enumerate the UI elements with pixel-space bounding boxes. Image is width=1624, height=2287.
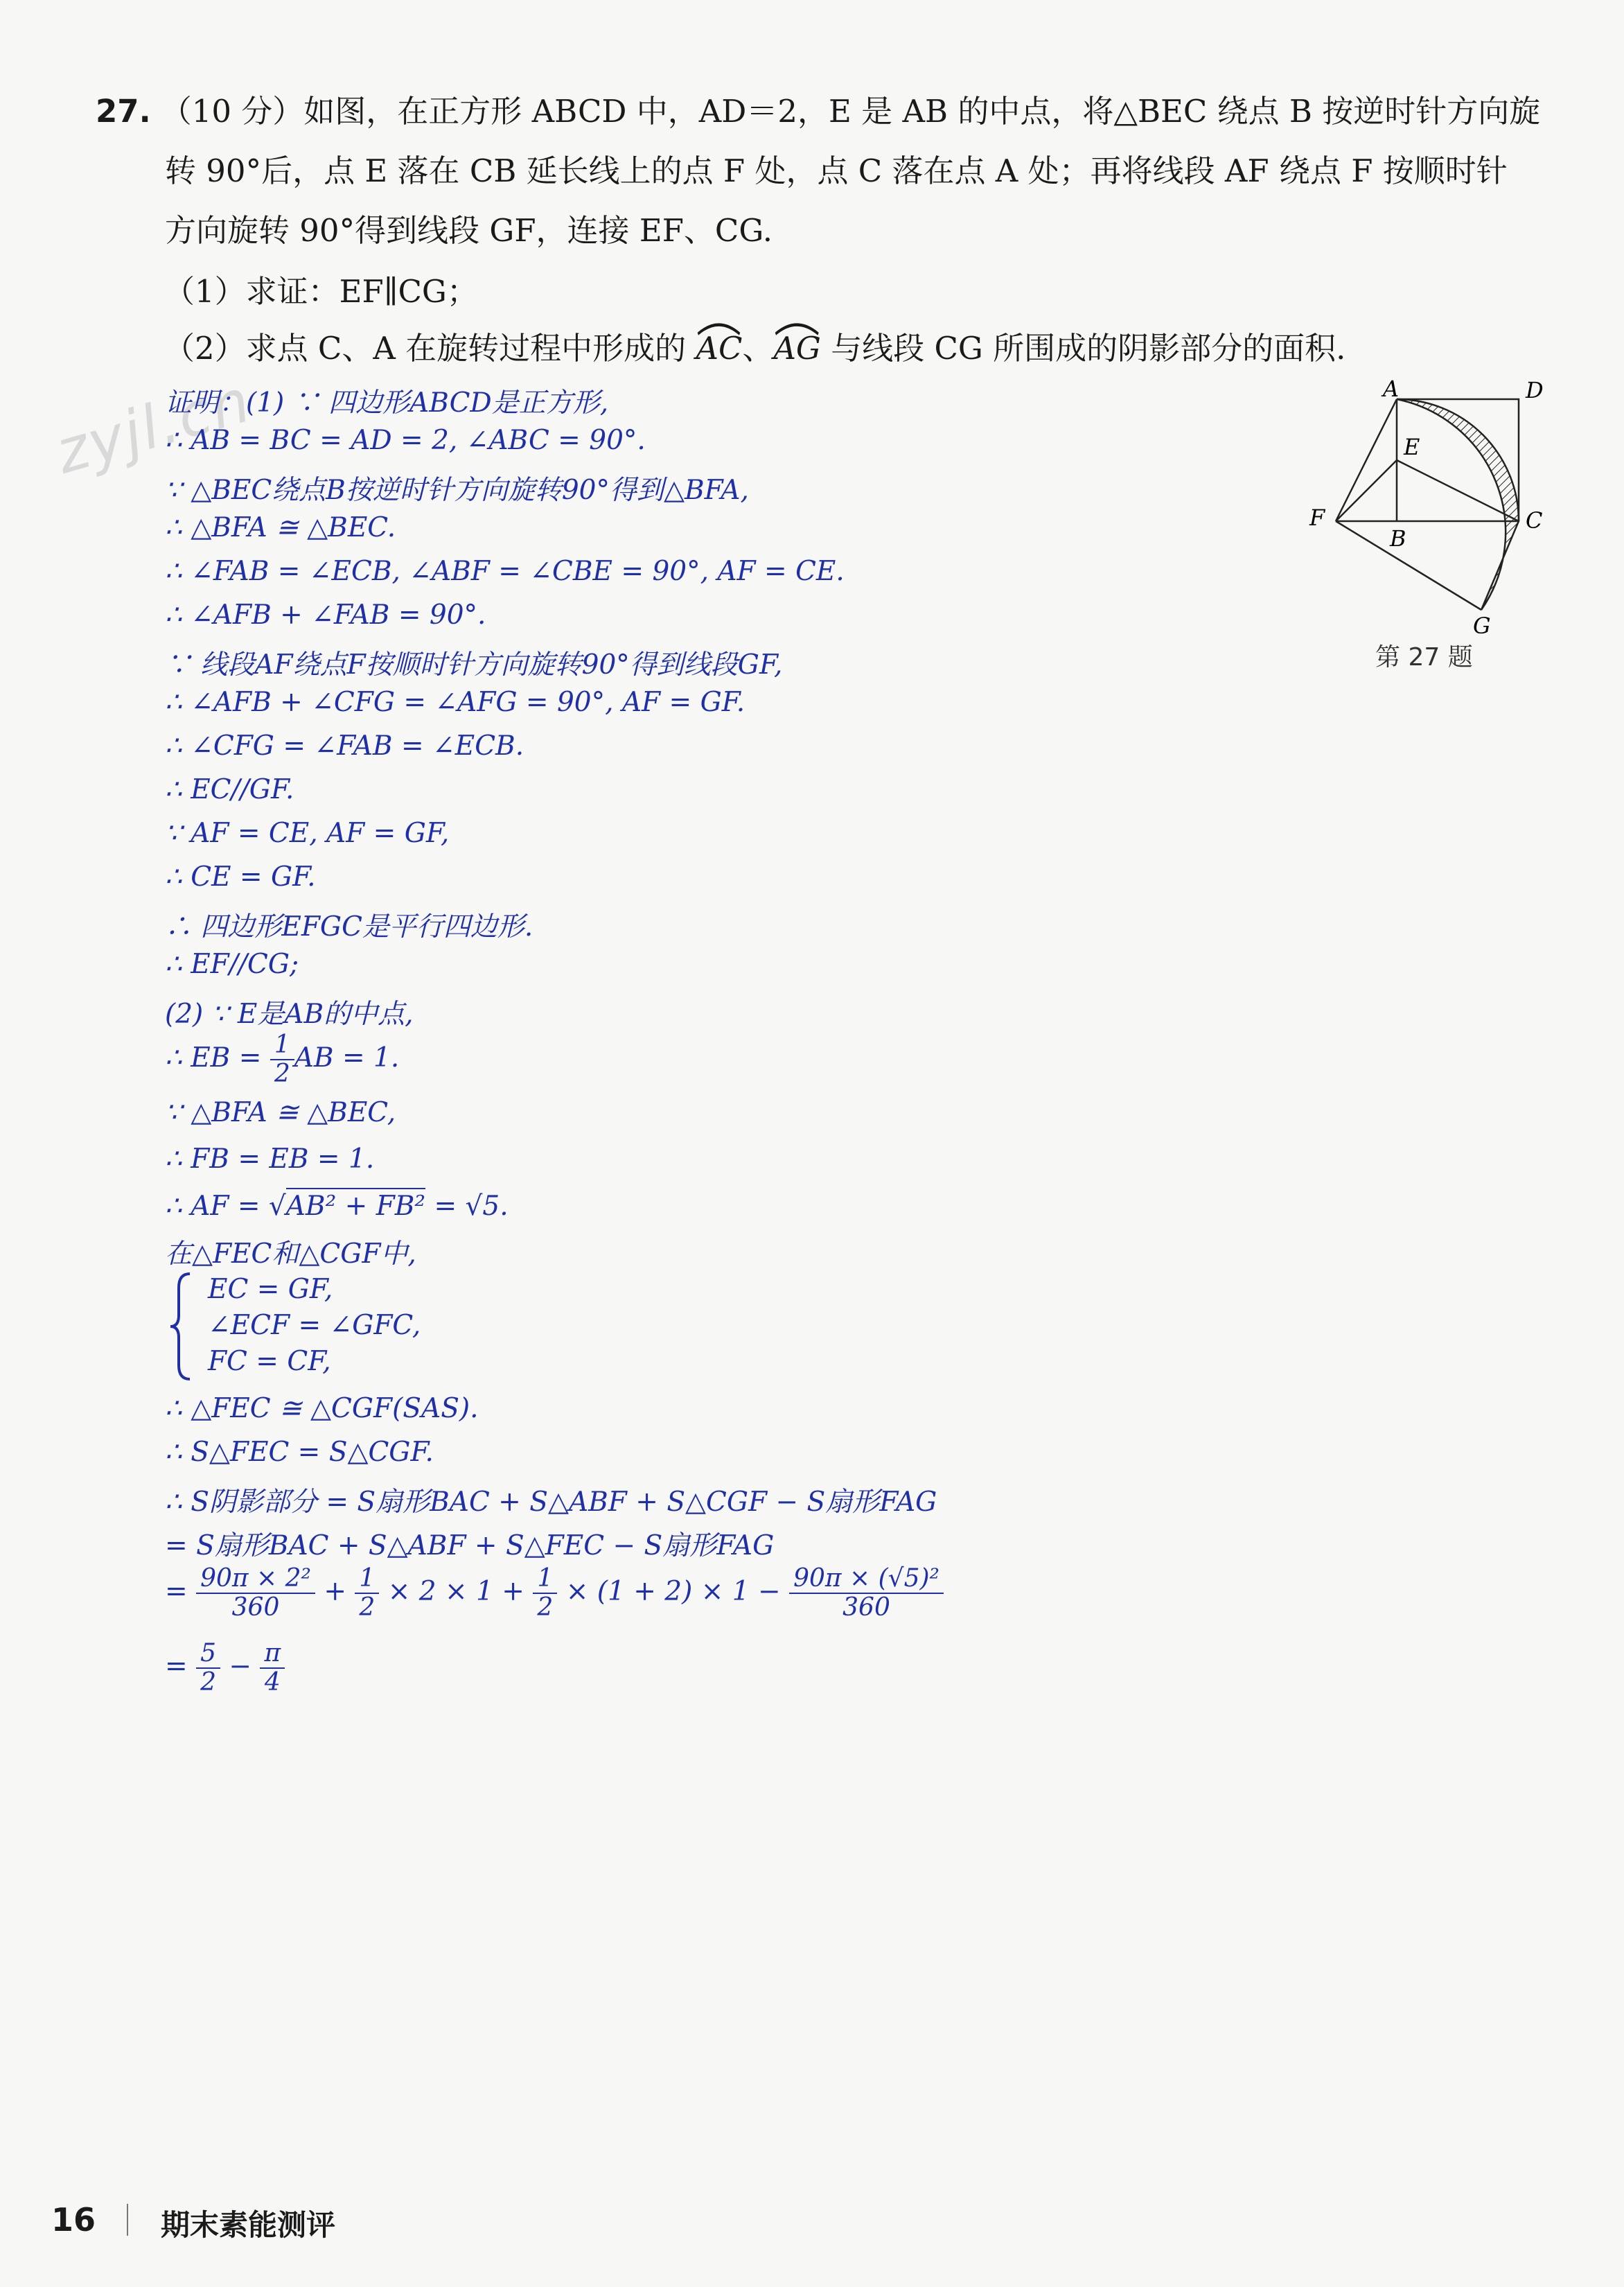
frac-den: 2 xyxy=(200,1668,216,1697)
arc-ac xyxy=(696,330,742,367)
fraction-sector-bac xyxy=(196,1565,315,1622)
sqrt-radicand: AB² + FB² xyxy=(286,1188,425,1222)
solution-line: ∴ ∠AFB + ∠CFG = ∠AFG = 90°, AF = GF. xyxy=(165,687,745,718)
solution-line: ∴ EC//GF. xyxy=(165,774,294,805)
footer-title: 期末素能测评 xyxy=(161,2208,336,2242)
shaded-region xyxy=(1397,399,1519,610)
label-a: A xyxy=(1383,380,1400,402)
solution-line: ∴ △BFA ≅ △BEC. xyxy=(165,512,396,543)
label-d: D xyxy=(1526,380,1544,403)
frac-num: 1 xyxy=(355,1565,379,1594)
solution-line: ∴ EF//CG; xyxy=(165,949,299,980)
problem-line-2: 转 90°后，点 E 落在 CB 延长线上的点 F 处，点 C 落在点 A 处；再将线段 AF 绕点 F 按顺时针 xyxy=(165,152,1508,189)
footer-divider xyxy=(127,2204,128,2236)
frac-den: 360 xyxy=(231,1593,280,1622)
solution-line: ∴ CE = GF. xyxy=(165,861,316,893)
equals: = xyxy=(165,1576,197,1607)
arc-ag-label: AG xyxy=(773,330,821,367)
label-e: E xyxy=(1404,434,1420,460)
frac-den: 2 xyxy=(274,1060,290,1088)
problem-line-3: 方向旋转 90°得到线段 GF，连接 EF、CG. xyxy=(165,212,773,249)
label-f: F xyxy=(1309,505,1325,531)
fraction-sector-fag xyxy=(789,1565,944,1622)
solution-line: ∵ AF = CE, AF = GF, xyxy=(165,818,450,849)
fraction-half xyxy=(355,1565,379,1622)
segment-fg xyxy=(1336,521,1481,610)
frac-num: π xyxy=(260,1640,285,1669)
frac-num: 5 xyxy=(196,1640,220,1669)
solution-line: ∴ 四边形EFGC是平行四边形. xyxy=(165,911,533,943)
calc-term: × 2 × 1 + xyxy=(387,1576,524,1607)
watermark: zyjl.cn xyxy=(48,366,259,488)
solution-line: = S扇形BAC + S△ABF + S△FEC − S扇形FAG xyxy=(165,1530,775,1561)
solution-line-eb xyxy=(165,1031,399,1088)
question-2-pre: （2）求点 C、A 在旋转过程中形成的 xyxy=(164,330,696,367)
figure-caption: 第 27 题 xyxy=(1375,643,1473,672)
solution-line: ∴ S阴影部分 = S扇形BAC + S△ABF + S△CGF − S扇形FAG xyxy=(165,1487,937,1518)
frac-den: 360 xyxy=(842,1593,890,1622)
solution-line-af xyxy=(165,1191,509,1222)
problem-statement xyxy=(96,82,1564,261)
geometry-figure xyxy=(1300,380,1577,636)
fraction-half xyxy=(533,1565,557,1622)
frac-num: 90π × (√5)² xyxy=(789,1565,944,1594)
brace-line: ∠ECF = ∠GFC, xyxy=(208,1310,421,1341)
solution-line: 在△FEC和△CGF中, xyxy=(165,1238,416,1270)
question-2-post: 与线段 CG 所围成的阴影部分的面积. xyxy=(820,330,1346,367)
arc-ac-label: AC xyxy=(696,330,743,367)
af-pre: ∴ AF = xyxy=(165,1191,269,1222)
sqrt-sign: √ xyxy=(268,1191,286,1222)
frac-den: 4 xyxy=(264,1668,281,1697)
solution-line-calc: = $\frac{\text{90π × 2²}}{360}$ + $\frac{1}{2}$ × 2 × 1 + $\frac{1}{2}$ × (1 + 2) × 1 − $\frac{\text{90π × (√5)²}}{360}$ xyxy=(165,1565,944,1622)
solution-line: ∴ ∠AFB + ∠FAB = 90°. xyxy=(165,599,486,631)
brace-line: EC = GF, xyxy=(208,1274,333,1305)
solution-line: ∴ △FEC ≅ △CGF(SAS). xyxy=(165,1393,479,1424)
solution-line: ∵ △BFA ≅ △BEC, xyxy=(165,1097,396,1128)
frac-num: 1 xyxy=(533,1565,557,1594)
left-brace xyxy=(166,1271,194,1382)
question-2-sep: 、 xyxy=(742,330,774,367)
label-b: B xyxy=(1390,525,1406,552)
solution-line: ∴ FB = EB = 1. xyxy=(165,1144,375,1175)
fraction-half xyxy=(270,1031,294,1088)
eb-post: AB = 1. xyxy=(294,1042,400,1074)
eb-pre: ∴ EB = xyxy=(165,1042,270,1074)
segment-ef xyxy=(1336,460,1397,521)
problem-number: 27. xyxy=(96,93,151,130)
af-post: = √5. xyxy=(425,1191,509,1222)
calc-term: × (1 + 2) × 1 − xyxy=(565,1576,781,1607)
label-g: G xyxy=(1473,613,1491,636)
solution-line: ∴ S△FEC = S△CGF. xyxy=(165,1437,434,1468)
solution-line: ∴ AB = BC = AD = 2, ∠ABC = 90°. xyxy=(165,425,646,456)
brace-line: FC = CF, xyxy=(208,1346,331,1377)
problem-line-1: （10 分）如图，在正方形 ABCD 中，AD＝2，E 是 AB 的中点，将△BEC 绕点 B 按逆时针方向旋 xyxy=(160,93,1541,130)
solution-line: ∵ 线段AF绕点F按顺时针方向旋转90°得到线段GF, xyxy=(165,649,783,681)
question-2 xyxy=(164,323,1346,368)
question-1: （1）求证：EF∥CG； xyxy=(164,273,478,310)
solution-line: ∵ △BEC绕点B按逆时针方向旋转90°得到△BFA, xyxy=(165,475,749,506)
fraction-result-1 xyxy=(196,1640,220,1697)
solution-line: ∴ ∠FAB = ∠ECB, ∠ABF = ∠CBE = 90°, AF = CE. xyxy=(165,556,845,587)
frac-den: 2 xyxy=(537,1593,554,1622)
equals: = xyxy=(165,1651,197,1682)
page-number: 16 xyxy=(51,2201,96,2238)
solution-line: ∴ ∠CFG = ∠FAB = ∠ECB. xyxy=(165,730,524,762)
segment-af xyxy=(1336,399,1397,521)
arc-ag xyxy=(773,330,820,367)
frac-num: 1 xyxy=(270,1031,294,1060)
frac-den: 2 xyxy=(359,1593,376,1622)
solution-line-result: = $\frac{5}{2}$ − $\frac{\pi}{4}$ xyxy=(165,1640,285,1697)
solution-line: 证明：(1) ∵ 四边形ABCD是正方形, xyxy=(165,387,609,419)
solution-line: (2) ∵ E是AB的中点, xyxy=(165,999,414,1030)
frac-num: 90π × 2² xyxy=(196,1565,315,1594)
fraction-result-2 xyxy=(260,1640,285,1697)
label-c: C xyxy=(1526,507,1543,534)
